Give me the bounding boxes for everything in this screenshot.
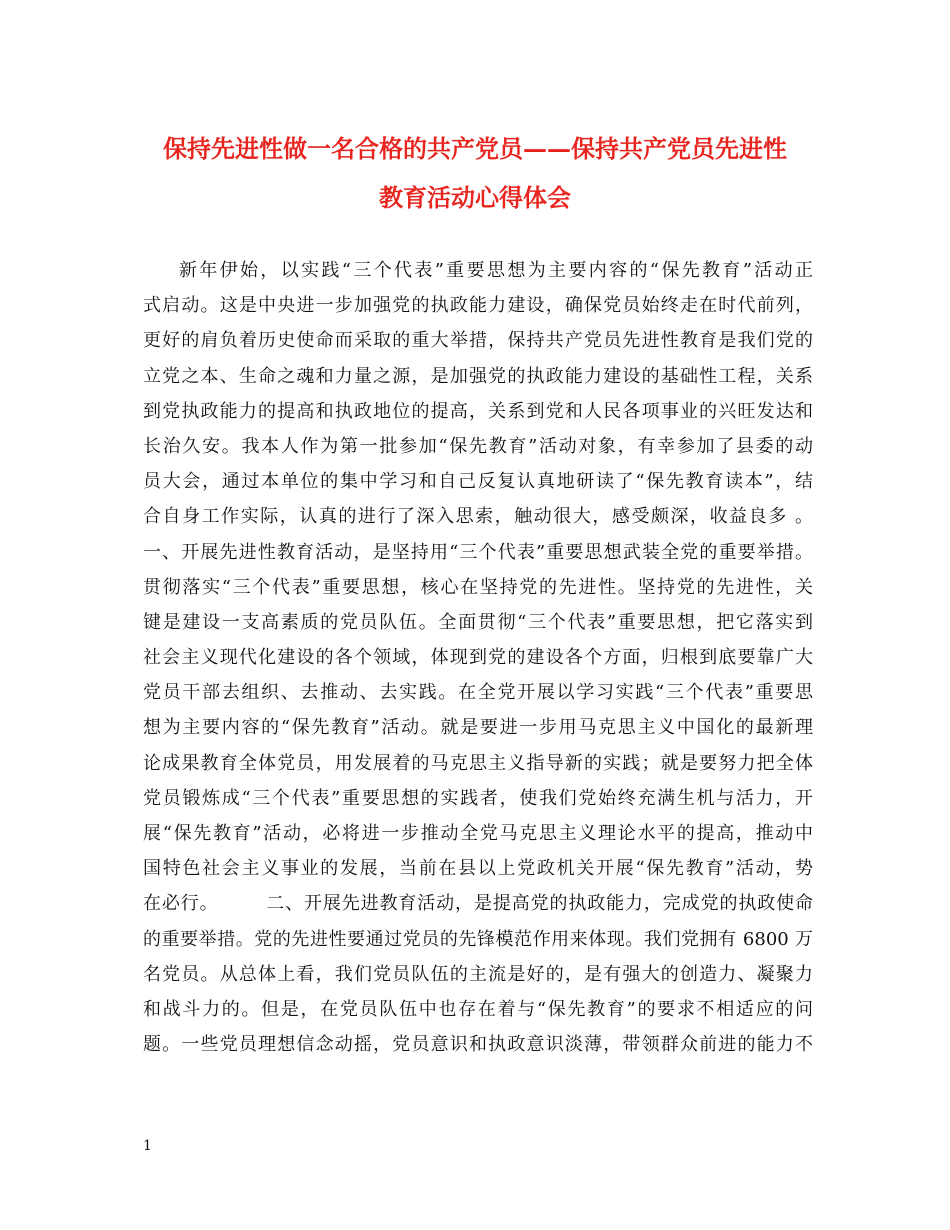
body-line: 员大会，通过本单位的集中学习和自己反复认真地研读了“保先教育读本”，结: [143, 471, 813, 493]
body-line: 新年伊始，以实践“三个代表”重要思想为主要内容的“保先教育”活动正: [179, 260, 813, 281]
body-line: 在必行。 二、开展先进教育活动，是提高党的执政能力，完成党的执政使命: [143, 893, 813, 915]
body-line: 论成果教育全体党员，用发展着的马克思主义指导新的实践；就是要努力把全体: [143, 752, 813, 774]
body-line: 到党执政能力的提高和执政地位的提高，关系到党和人民各项事业的兴旺发达和: [143, 400, 813, 422]
document-body: [143, 253, 813, 1062]
body-line: 题。一些党员理想信念动摇，党员意识和执政意识淡薄，带领群众前进的能力不: [143, 1034, 813, 1056]
body-line: 式启动。这是中央进一步加强党的执政能力建设，确保党员始终走在时代前列，: [143, 295, 813, 317]
body-line: 键是建设一支高素质的党员队伍。全面贯彻“三个代表”重要思想，把它落实到: [143, 611, 813, 633]
body-line: 想为主要内容的“保先教育”活动。就是要进一步用马克思主义中国化的最新理: [143, 717, 813, 739]
body-line: 党员干部去组织、去推动、去实践。在全党开展以学习实践“三个代表”重要思: [143, 682, 813, 704]
body-line: 和战斗力的。但是，在党员队伍中也存在着与“保先教育”的要求不相适应的问: [143, 998, 813, 1020]
body-line: 立党之本、生命之魂和力量之源，是加强党的执政能力建设的基础性工程，关系: [143, 365, 813, 387]
body-line: 一、开展先进性教育活动，是坚持用“三个代表”重要思想武装全党的重要举措。: [143, 541, 813, 563]
body-line: 更好的肩负着历史使命而采取的重大举措，保持共产党员先进性教育是我们党的: [143, 330, 813, 352]
body-line: 贯彻落实“三个代表”重要思想，核心在坚持党的先进性。坚持党的先进性，关: [143, 576, 813, 598]
body-line: 合自身工作实际，认真的进行了深入思索，触动很大，感受颇深，收益良多 。: [143, 506, 813, 528]
body-line: 党员锻炼成“三个代表”重要思想的实践者，使我们党始终充满生机与活力，开: [143, 787, 813, 809]
document-title-line-2: 教育活动心得体会: [379, 183, 571, 212]
page-number: 1: [143, 1138, 152, 1154]
body-line: 名党员。从总体上看，我们党员队伍的主流是好的，是有强大的创造力、凝聚力: [143, 963, 813, 985]
body-line: 社会主义现代化建设的各个领域，体现到党的建设各个方面，归根到底要靠广大: [143, 647, 813, 669]
body-line: 国特色社会主义事业的发展，当前在县以上党政机关开展“保先教育”活动，势: [143, 858, 813, 880]
body-line: 长治久安。我本人作为第一批参加“保先教育”活动对象，有幸参加了县委的动: [143, 435, 813, 457]
body-line: 的重要举措。党的先进性要通过党员的先锋模范作用来体现。我们党拥有 6800 万: [143, 928, 813, 950]
document-title-line-1: 保持先进性做一名合格的共产党员——保持共产党员先进性: [163, 134, 787, 163]
body-line: 展“保先教育”活动，必将进一步推动全党马克思主义理论水平的提高，推动中: [143, 823, 813, 844]
